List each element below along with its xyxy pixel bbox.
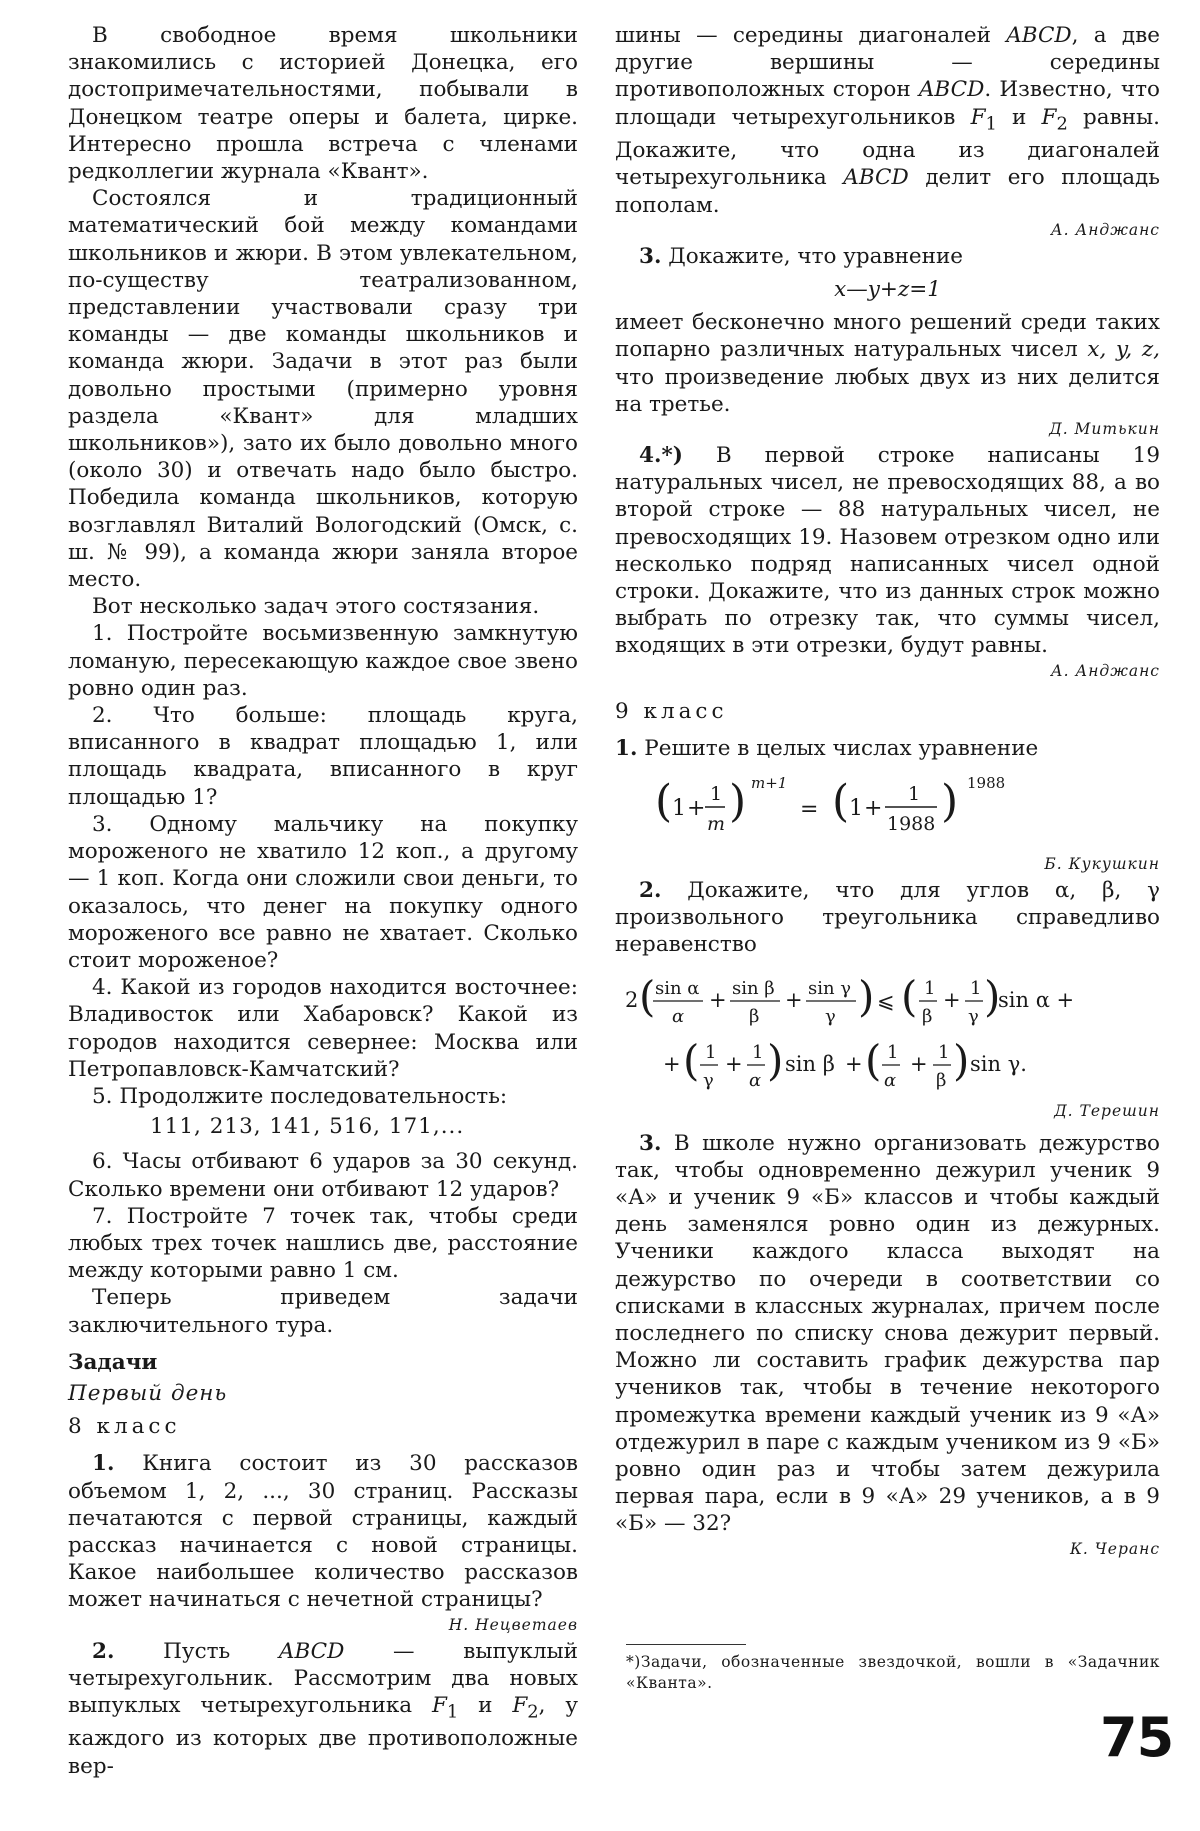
denominator: α bbox=[672, 1005, 685, 1027]
math-subscript: 1 bbox=[446, 1701, 459, 1723]
intro-paragraph-3: Вот несколько задач этого состязания. bbox=[92, 594, 540, 620]
equation-x-y-z: x—y+z=1 bbox=[834, 276, 941, 302]
fraction-numerator: 1 bbox=[710, 782, 723, 805]
sine-term: sin α + bbox=[998, 987, 1075, 1012]
paren-right: ) bbox=[729, 775, 747, 827]
final-problem-9-2 bbox=[615, 877, 1160, 959]
final-problem-9-3 bbox=[615, 1130, 1160, 1538]
warmup-problem-6: 6. Часы отбивают 6 ударов за 30 секунд. Сколько времени они отбивают 12 ударов? bbox=[68, 1149, 578, 1202]
footnote-text: Задачи, обозначенные звездочкой, вошли в «Задачник «Кванта». bbox=[626, 1653, 1160, 1692]
numerator: 1 bbox=[705, 1041, 717, 1063]
math-subscript: 2 bbox=[527, 1701, 539, 1723]
warmup-problem-3: 3. Одному мальчику на покупку мороженого не хватило 12 коп., а другому — 1 коп. Когда они сложили свои деньги, то оказалось, что денег на покупку одного мороженого все равно не хватает. Сколько стоит мороженое? bbox=[68, 811, 578, 973]
plus-sign: + bbox=[725, 1051, 743, 1076]
final-problem-8-2-continued bbox=[615, 22, 1160, 219]
intro-paragraph-2: Состоялся и традиционный математический бой между командами школьников и жюри. В этом увлекательном, по-существу театрализованном, представлении участвовали сразу три команды — две команды школьников и команда жюри. Задачи в этот раз были довольно простыми (примерно уровня раздела «Квант» для младших школьников»), зато их было довольно много (около 30) и отвечать надо было быстро. Победила команда школьников, которую возглавлял Виталий Вологодский (Омск, с. ш. № 99), а команда жюри заняла второе место. bbox=[68, 186, 578, 593]
less-equal-sign: ⩽ bbox=[877, 988, 895, 1013]
final-problem-9-1 bbox=[615, 735, 1160, 762]
problem-text: . Известно, что площади четырехугольников bbox=[615, 77, 1160, 130]
one: 1 bbox=[849, 795, 863, 821]
final-problem-8-3-continued bbox=[615, 309, 1160, 418]
problem-text: В школе нужно организовать дежурство так, чтобы одновременно дежурил ученик 9 «А» и ученик 9 «Б» классов и чтобы каждый день заменялся ровно один из дежурных. Ученики каждого класса выходят на дежурство по очереди в соответствии со списками в классных журналах, причем после последнего по списку снова дежурит первый. Можно ли составить график дежурства пар учеников так, чтобы в течение некоторого промежутка времени каждый ученик из 9 «А» отдежурил в паре с каждым учеником из 9 «Б» ровно один раз и чтобы затем дежурила первая пара, если в 9 «А» 29 учеников, а в 9 «Б» — 32? bbox=[615, 1130, 1160, 1537]
numerator: 1 bbox=[752, 1041, 764, 1063]
problem-text: равны. Докажите, что одна из диагоналей четырехугольника bbox=[615, 104, 1160, 191]
paren-right: ) bbox=[767, 1035, 784, 1085]
paren-left: ( bbox=[901, 971, 918, 1021]
sine-term: sin γ. bbox=[970, 1051, 1027, 1076]
problem-text: Решите в целых числах уравнение bbox=[644, 735, 1039, 761]
denominator: β bbox=[922, 1005, 933, 1027]
denominator: β bbox=[749, 1005, 760, 1027]
exponent: 1988 bbox=[967, 773, 1006, 792]
author-signature: А. Анджанс bbox=[1050, 661, 1160, 680]
fraction-denominator: m bbox=[707, 812, 726, 835]
warmup-problem-5: 5. Продолжите последовательность: bbox=[92, 1083, 508, 1109]
problem-number: 3. bbox=[639, 1130, 662, 1156]
denominator: α bbox=[884, 1069, 897, 1091]
intro-paragraph-1: В свободное время школьники знакомились с историей Донецка, его достопримечательностями, побывали в Донецком театре оперы и балета, цирке. Интересно прошла встреча с членами редколлегии журнала «Квант». bbox=[68, 23, 578, 185]
math-f: F bbox=[431, 1692, 447, 1718]
problem-number: 4.*) bbox=[639, 442, 683, 468]
warmup-problem-2: 2. Что больше: площадь круга, вписанного в квадрат площадью 1, или площадь квадрата, вписанного в круг площадью 1? bbox=[68, 703, 578, 810]
sine-term: sin β bbox=[785, 1051, 835, 1076]
math-subscript: 1 bbox=[985, 112, 997, 134]
problem-text: и bbox=[996, 104, 1042, 130]
numerator: sin β bbox=[732, 977, 775, 999]
problem-text: , у каждого из которых две противоположные вер- bbox=[68, 1692, 579, 1779]
problem-text: Докажите, что для углов α, β, γ произвольного треугольника справедливо неравенство bbox=[615, 877, 1160, 958]
math-f: F bbox=[512, 1692, 528, 1718]
denominator: γ bbox=[703, 1069, 714, 1091]
sequence-line: 111, 213, 141, 516, 171,... bbox=[150, 1114, 465, 1140]
fraction-numerator: 1 bbox=[908, 782, 921, 805]
problem-text: делит его площадь пополам. bbox=[615, 165, 1160, 218]
grade-9-label: 9 класс bbox=[615, 698, 728, 724]
warmup-problem-4: 4. Какой из городов находится восточнее: Владивосток или Хабаровск? Какой из городов находится севернее: Москва или Петропавловск-Камчатский? bbox=[68, 975, 578, 1082]
exponent: m+1 bbox=[751, 773, 788, 792]
plus-sign: + bbox=[910, 1051, 928, 1076]
numerator: 1 bbox=[924, 977, 936, 999]
warmup-problem-7: 7. Постройте 7 точек так, чтобы среди любых трех точек нашлись две, расстояние между которыми равно 1 см. bbox=[68, 1203, 578, 1284]
page-number: 75 bbox=[1100, 1706, 1174, 1769]
equals-sign: = bbox=[800, 796, 819, 822]
problem-number: 2. bbox=[92, 1638, 115, 1664]
paren-left: ( bbox=[639, 971, 656, 1021]
problem-text: В первой строке написаны 19 натуральных чисел, не превосходящих 88, а во второй строке — 88 натуральных чисел, не превосходящих 19. Назовем отрезком одно или несколько подряд написанных чисел одной строки. Докажите, что из данных строк можно выбрать по отрезку так, что суммы чисел, входящих в эти отрезки, будут равны. bbox=[615, 442, 1160, 659]
math-abcd: ABCD bbox=[918, 77, 985, 103]
problem-number: 3. bbox=[639, 243, 662, 269]
numerator: sin α bbox=[655, 977, 700, 999]
math-abcd: ABCD bbox=[843, 165, 909, 191]
plus-sign: + bbox=[687, 795, 706, 821]
math-f: F bbox=[1041, 104, 1057, 130]
denominator: β bbox=[936, 1069, 947, 1091]
author-signature: Н. Нецветаев bbox=[448, 1615, 578, 1634]
denominator: α bbox=[749, 1069, 762, 1091]
plus-sign: + bbox=[663, 1051, 681, 1076]
paren-left: ( bbox=[683, 1035, 700, 1085]
math-variables: x, y, z, bbox=[1087, 337, 1160, 363]
denominator: γ bbox=[968, 1005, 979, 1027]
footnote-divider bbox=[626, 1644, 746, 1645]
final-problem-8-1 bbox=[68, 1450, 578, 1613]
problem-text: Пусть bbox=[163, 1638, 279, 1664]
paren-right: ) bbox=[941, 775, 959, 827]
first-day-subheading: Первый день bbox=[68, 1380, 228, 1406]
problem-text: Книга состоит из 30 рассказов объемом 1, 2, ..., 30 страниц. Рассказы печатаются с первой страницы, каждый рассказ начинается с новой страницы. Какое наибольшее количество рассказов может начинаться с нечетной страницы? bbox=[68, 1451, 578, 1613]
problem-number: 2. bbox=[639, 877, 662, 903]
intro-paragraph-4: Теперь приведем задачи заключительного тура. bbox=[68, 1285, 578, 1338]
problem-number: 1. bbox=[92, 1451, 115, 1477]
problem-text: , а две другие вершины — середины противоположных сторон bbox=[615, 23, 1161, 103]
plus-sign: + bbox=[785, 987, 803, 1012]
warmup-problem-1: 1. Постройте восьмизвенную замкнутую ломаную, пересекающую каждое свое звено ровно один раз. bbox=[68, 621, 578, 701]
plus-sign: + bbox=[709, 987, 727, 1012]
author-signature: А. Анджанс bbox=[1050, 220, 1160, 239]
final-problem-8-2 bbox=[68, 1638, 578, 1780]
paren-left: ( bbox=[865, 1035, 882, 1085]
numerator: 1 bbox=[938, 1041, 950, 1063]
paren-right: ) bbox=[858, 971, 875, 1021]
one: 1 bbox=[672, 795, 686, 821]
integer-equation-formula bbox=[615, 768, 1160, 848]
paren-left: ( bbox=[655, 775, 673, 827]
fraction-denominator: 1988 bbox=[887, 812, 936, 835]
paren-right: ) bbox=[953, 1035, 970, 1085]
math-abcd: ABCD bbox=[1006, 23, 1072, 48]
problem-number: 1. bbox=[615, 735, 638, 761]
problem-text: — выпуклый четырехугольник. Рассмотрим два новых выпуклых четырехугольника bbox=[68, 1638, 578, 1718]
footnote bbox=[626, 1652, 1160, 1694]
author-signature: Д. Терешин bbox=[1054, 1101, 1160, 1120]
plus-sign: + bbox=[845, 1051, 863, 1076]
right-column bbox=[615, 22, 1160, 1562]
problem-text: Докажите, что уравнение bbox=[668, 243, 964, 269]
numerator: 1 bbox=[887, 1041, 899, 1063]
left-column bbox=[68, 22, 578, 1780]
plus-sign: + bbox=[943, 987, 961, 1012]
numerator: sin γ bbox=[808, 977, 852, 999]
footnote-mark: *) bbox=[626, 1653, 641, 1671]
numerator: 1 bbox=[970, 977, 982, 999]
denominator: γ bbox=[825, 1005, 836, 1027]
math-abcd: ABCD bbox=[278, 1638, 345, 1664]
math-f: F bbox=[970, 104, 986, 130]
final-problem-8-4 bbox=[615, 442, 1160, 660]
plus-sign: + bbox=[864, 795, 883, 821]
math-subscript: 2 bbox=[1056, 112, 1068, 134]
paren-right: ) bbox=[984, 971, 1001, 1021]
problems-heading: Задачи bbox=[68, 1349, 158, 1375]
problem-text: и bbox=[458, 1692, 513, 1718]
final-problem-8-3 bbox=[615, 243, 1160, 270]
author-signature: Д. Митькин bbox=[1049, 419, 1160, 438]
problem-text: что произведение любых двух из них делится на третье. bbox=[615, 364, 1160, 417]
author-signature: К. Черанс bbox=[1069, 1539, 1160, 1558]
problem-text: шины — середины диагоналей bbox=[615, 23, 1007, 48]
grade-8-label: 8 класс bbox=[68, 1414, 181, 1440]
paren-left: ( bbox=[832, 775, 850, 827]
coefficient: 2 bbox=[625, 987, 639, 1012]
author-signature: Б. Кукушкин bbox=[1044, 854, 1160, 873]
problem-text: имеет бесконечно много решений среди таких попарно различных натуральных чисел bbox=[615, 310, 1160, 363]
trig-inequality-formula bbox=[615, 965, 1160, 1095]
